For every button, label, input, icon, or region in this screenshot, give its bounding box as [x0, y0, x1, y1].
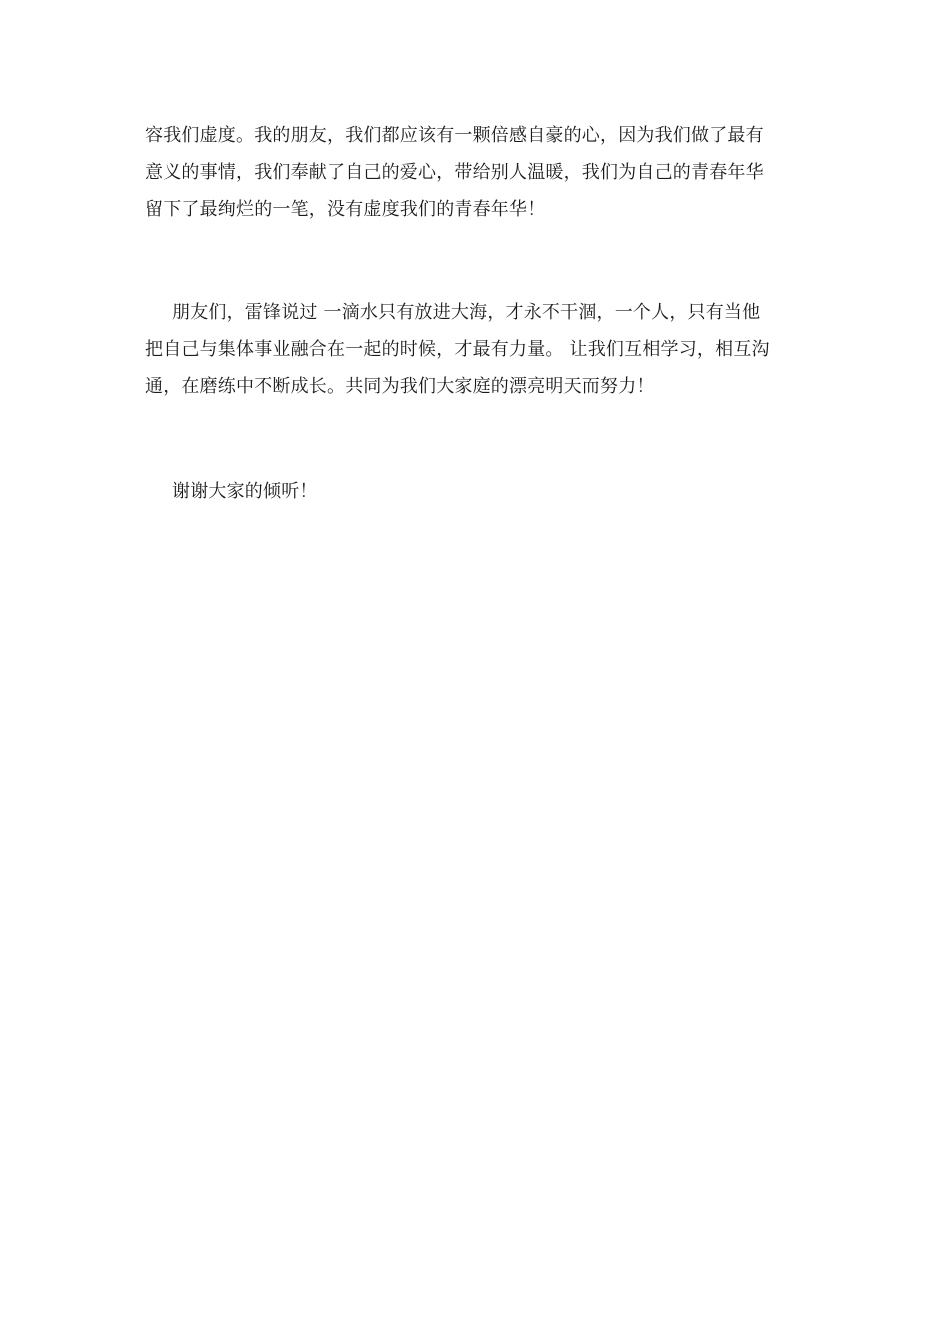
paragraph-1-line-1: 容我们虚度。我的朋友，我们都应该有一颗倍感自豪的心，因为我们做了最有 — [145, 125, 764, 146]
paragraph-2-line-1: 朋友们，雷锋说过 一滴水只有放进大海，才永不干涸，一个人，只有当他 — [172, 302, 761, 323]
paragraph-2-line-2: 把自己与集体事业融合在一起的时候，才最有力量。 让我们互相学习，相互沟 — [145, 339, 770, 360]
paragraph-1-line-3: 留下了最绚烂的一笔，没有虚度我们的青春年华！ — [145, 199, 546, 220]
paragraph-3-line-1: 谢谢大家的倾听！ — [172, 481, 318, 502]
paragraph-1-line-2: 意义的事情，我们奉献了自己的爱心，带给别人温暖，我们为自己的青春年华 — [145, 162, 764, 183]
paragraph-2-line-3: 通，在磨练中不断成长。共同为我们大家庭的漂亮明天而努力！ — [145, 376, 655, 397]
